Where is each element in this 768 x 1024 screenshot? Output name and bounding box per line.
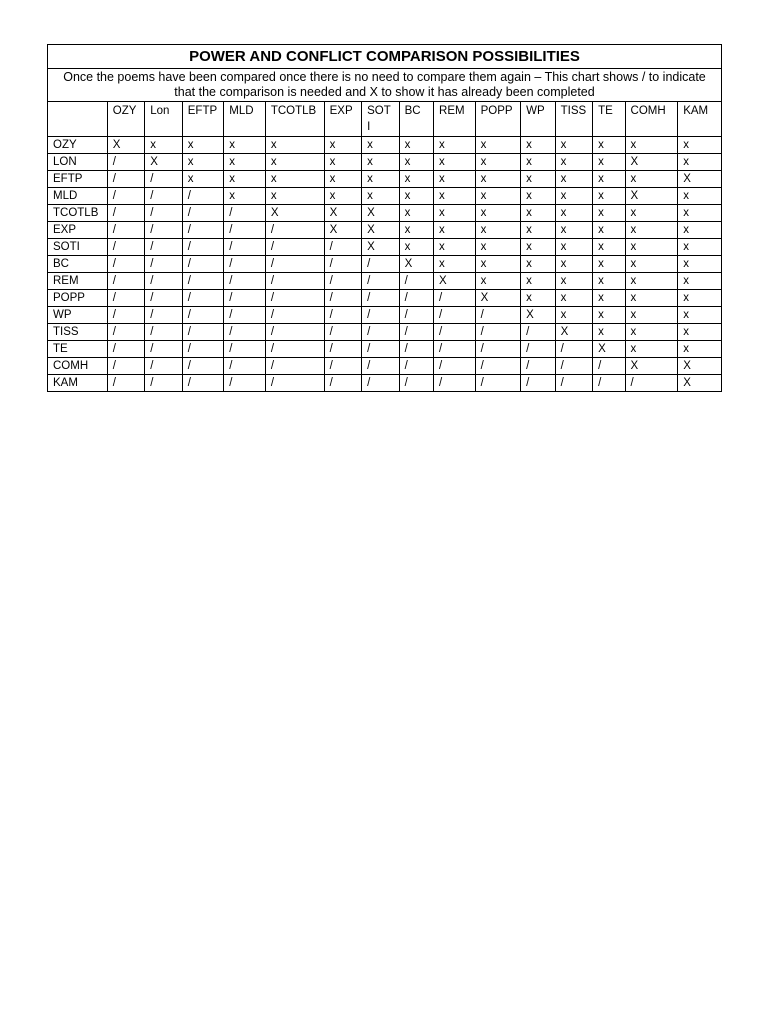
column-header: Lon [145,102,182,137]
table-cell: / [434,324,476,341]
table-row [48,222,722,239]
table-cell: x [521,205,555,222]
table-cell: x [182,154,224,171]
table-cell: x [475,205,521,222]
table-cell: / [224,290,266,307]
table-cell: / [324,239,361,256]
table-cell: x [678,154,722,171]
table-cell: x [555,239,592,256]
table-cell: / [399,307,433,324]
table-cell: / [107,341,144,358]
table-cell: X [362,205,399,222]
table-cell: x [593,154,625,171]
table-cell: / [324,273,361,290]
table-cell: X [625,188,678,205]
table-cell: X [678,171,722,188]
table-cell: / [107,239,144,256]
table-cell: x [625,137,678,154]
table-cell: / [182,273,224,290]
column-header: TE [593,102,625,137]
table-cell: / [145,341,182,358]
table-cell: x [324,171,361,188]
table-cell: / [324,358,361,375]
column-header: BC [399,102,433,137]
table-cell: x [593,256,625,273]
table-cell: / [182,307,224,324]
table-cell: x [593,222,625,239]
row-label: EXP [48,222,108,239]
table-cell: / [182,188,224,205]
table-title: POWER AND CONFLICT COMPARISON POSSIBILITIES [48,45,722,69]
table-cell: / [521,358,555,375]
table-cell: / [324,341,361,358]
table-cell: / [265,290,324,307]
column-header: WP [521,102,555,137]
comparison-table [47,44,722,392]
table-note: Once the poems have been compared once there is no need to compare them again – This chart shows / to indicate that the comparison is needed and X to show it has already been completed [48,69,722,102]
table-cell: / [224,239,266,256]
table-cell: x [434,154,476,171]
table-cell: x [521,188,555,205]
row-label: COMH [48,358,108,375]
table-cell: x [521,154,555,171]
table-cell: / [265,307,324,324]
table-cell: x [521,256,555,273]
table-cell: / [265,273,324,290]
table-cell: / [145,375,182,392]
table-cell: / [182,375,224,392]
document-page [47,44,722,392]
table-cell: x [678,341,722,358]
row-label: OZY [48,137,108,154]
table-cell: / [324,290,361,307]
table-cell: X [625,358,678,375]
table-cell: x [678,307,722,324]
table-cell: / [107,375,144,392]
table-cell: x [399,188,433,205]
table-cell: x [399,222,433,239]
table-row [48,307,722,324]
table-cell: X [475,290,521,307]
table-cell: x [362,188,399,205]
table-cell: / [182,290,224,307]
table-row [48,188,722,205]
column-header: KAM [678,102,722,137]
table-cell: / [265,239,324,256]
table-cell: / [145,239,182,256]
row-label: EFTP [48,171,108,188]
table-cell: / [324,324,361,341]
table-cell: x [625,324,678,341]
table-cell: X [145,154,182,171]
table-cell: x [399,239,433,256]
table-cell: / [324,307,361,324]
table-row [48,358,722,375]
table-cell: x [224,137,266,154]
table-cell: x [625,222,678,239]
table-cell: x [434,171,476,188]
table-cell: X [324,205,361,222]
table-cell: / [265,256,324,273]
table-cell: / [399,290,433,307]
table-row [48,256,722,273]
table-cell: x [593,307,625,324]
column-header: REM [434,102,476,137]
table-cell: X [593,341,625,358]
table-cell: / [107,171,144,188]
table-cell: / [362,256,399,273]
table-cell: X [362,222,399,239]
table-cell: x [182,137,224,154]
table-cell: x [475,154,521,171]
table-cell: x [475,188,521,205]
table-cell: x [521,171,555,188]
table-cell: / [224,375,266,392]
row-label: MLD [48,188,108,205]
table-cell: x [399,205,433,222]
table-cell: / [593,375,625,392]
column-header: EXP [324,102,361,137]
table-cell: / [107,256,144,273]
header-row [48,102,722,137]
table-cell: / [145,256,182,273]
table-cell: / [107,324,144,341]
table-cell: / [399,273,433,290]
table-cell: x [625,307,678,324]
table-cell: / [434,290,476,307]
table-cell: x [555,256,592,273]
row-label: KAM [48,375,108,392]
column-header: OZY [107,102,144,137]
table-cell: / [521,324,555,341]
table-cell: X [521,307,555,324]
row-label: REM [48,273,108,290]
table-row [48,290,722,307]
table-cell: / [265,358,324,375]
table-cell: / [107,205,144,222]
table-cell: x [434,222,476,239]
table-cell: / [145,290,182,307]
table-cell: x [593,239,625,256]
table-cell: / [145,273,182,290]
table-cell: / [145,324,182,341]
table-cell: x [625,256,678,273]
table-cell: x [625,205,678,222]
table-cell: / [265,324,324,341]
table-cell: x [362,171,399,188]
table-cell: / [399,358,433,375]
table-cell: x [265,154,324,171]
table-cell: / [555,358,592,375]
table-cell: x [625,290,678,307]
table-cell: x [224,171,266,188]
table-cell: / [521,375,555,392]
table-cell: X [265,205,324,222]
column-header: MLD [224,102,266,137]
table-cell: x [521,239,555,256]
table-cell: x [224,154,266,171]
table-cell: x [625,341,678,358]
row-label: SOTI [48,239,108,256]
table-row [48,239,722,256]
table-cell: x [555,137,592,154]
table-cell: x [555,290,592,307]
table-cell: / [362,307,399,324]
table-cell: x [324,137,361,154]
table-cell: x [678,137,722,154]
table-cell: x [521,222,555,239]
table-cell: x [555,171,592,188]
table-row [48,205,722,222]
table-row [48,341,722,358]
table-cell: x [625,273,678,290]
table-row [48,273,722,290]
table-cell: x [521,137,555,154]
table-cell: / [182,256,224,273]
table-row [48,171,722,188]
table-cell: / [362,324,399,341]
table-row [48,154,722,171]
column-header: EFTP [182,102,224,137]
table-cell: x [434,256,476,273]
table-cell: / [434,307,476,324]
table-cell: / [555,341,592,358]
table-cell: x [475,273,521,290]
table-cell: / [475,307,521,324]
table-cell: X [434,273,476,290]
column-header: SOTI [362,102,399,137]
table-cell: / [182,205,224,222]
note-row [48,69,722,102]
table-cell: x [678,256,722,273]
table-cell: x [593,205,625,222]
table-cell: x [265,137,324,154]
table-cell: x [475,222,521,239]
table-cell: X [678,375,722,392]
table-cell: x [434,239,476,256]
table-cell: / [625,375,678,392]
table-cell: / [362,358,399,375]
table-cell: x [678,290,722,307]
table-cell: / [224,307,266,324]
table-cell: x [324,188,361,205]
table-cell: X [107,137,144,154]
table-cell: / [434,358,476,375]
table-cell: x [399,137,433,154]
table-cell: / [182,239,224,256]
table-cell: / [145,171,182,188]
table-row [48,137,722,154]
table-cell: x [362,137,399,154]
table-cell: x [555,154,592,171]
table-cell: / [475,341,521,358]
table-cell: / [182,222,224,239]
row-label: POPP [48,290,108,307]
table-cell: x [593,137,625,154]
table-cell: / [224,222,266,239]
table-cell: / [399,341,433,358]
table-cell: x [521,290,555,307]
table-cell: / [107,273,144,290]
table-cell: x [145,137,182,154]
row-label: BC [48,256,108,273]
table-cell: / [182,358,224,375]
table-cell: / [434,375,476,392]
table-cell: x [555,188,592,205]
table-cell: / [107,154,144,171]
table-cell: / [265,375,324,392]
table-cell: x [678,222,722,239]
table-cell: / [593,358,625,375]
table-cell: / [107,358,144,375]
table-cell: / [224,256,266,273]
table-cell: x [324,154,361,171]
table-cell: / [182,324,224,341]
row-label: TCOTLB [48,205,108,222]
column-header: COMH [625,102,678,137]
table-cell: x [475,256,521,273]
table-cell: X [399,256,433,273]
table-row [48,375,722,392]
table-cell: / [182,341,224,358]
table-cell: / [107,188,144,205]
table-cell: / [555,375,592,392]
table-cell: / [399,324,433,341]
table-cell: x [555,205,592,222]
table-cell: / [434,341,476,358]
table-cell: / [362,273,399,290]
table-cell: / [107,222,144,239]
row-label: WP [48,307,108,324]
table-cell: X [625,154,678,171]
table-cell: x [678,188,722,205]
table-cell: x [555,222,592,239]
table-cell: / [521,341,555,358]
row-label: TE [48,341,108,358]
column-header: TISS [555,102,592,137]
table-cell: x [593,171,625,188]
title-row [48,45,722,69]
table-cell: x [625,171,678,188]
table-cell: x [182,171,224,188]
row-label: LON [48,154,108,171]
header-corner [48,102,108,137]
table-cell: / [399,375,433,392]
table-cell: / [145,222,182,239]
table-cell: / [224,358,266,375]
table-cell: x [678,239,722,256]
table-cell: x [475,137,521,154]
table-cell: x [434,205,476,222]
table-cell: / [265,222,324,239]
column-header: POPP [475,102,521,137]
table-cell: x [224,188,266,205]
table-cell: / [475,375,521,392]
table-cell: X [678,358,722,375]
table-cell: x [555,307,592,324]
table-cell: x [362,154,399,171]
table-cell: x [434,137,476,154]
table-cell: x [399,154,433,171]
table-cell: x [593,290,625,307]
table-cell: X [324,222,361,239]
table-cell: x [475,239,521,256]
table-cell: / [224,205,266,222]
column-header: TCOTLB [265,102,324,137]
table-cell: x [593,273,625,290]
row-label: TISS [48,324,108,341]
table-cell: / [362,375,399,392]
table-cell: x [678,324,722,341]
table-cell: x [678,205,722,222]
table-cell: x [399,171,433,188]
table-cell: / [145,188,182,205]
table-cell: / [145,358,182,375]
table-cell: x [265,188,324,205]
table-cell: / [475,358,521,375]
table-cell: x [475,171,521,188]
table-cell: / [224,273,266,290]
table-cell: / [324,375,361,392]
table-cell: / [265,341,324,358]
table-cell: / [224,341,266,358]
table-cell: / [362,290,399,307]
table-cell: x [521,273,555,290]
table-cell: x [434,188,476,205]
table-cell: / [324,256,361,273]
table-cell: x [678,273,722,290]
table-cell: / [362,341,399,358]
table-cell: x [593,324,625,341]
table-cell: / [145,205,182,222]
table-cell: x [625,239,678,256]
table-cell: / [107,290,144,307]
table-cell: X [555,324,592,341]
table-row [48,324,722,341]
table-cell: x [555,273,592,290]
table-cell: / [475,324,521,341]
table-cell: x [265,171,324,188]
table-cell: / [107,307,144,324]
table-cell: / [145,307,182,324]
table-cell: x [593,188,625,205]
table-cell: X [362,239,399,256]
table-cell: / [224,324,266,341]
